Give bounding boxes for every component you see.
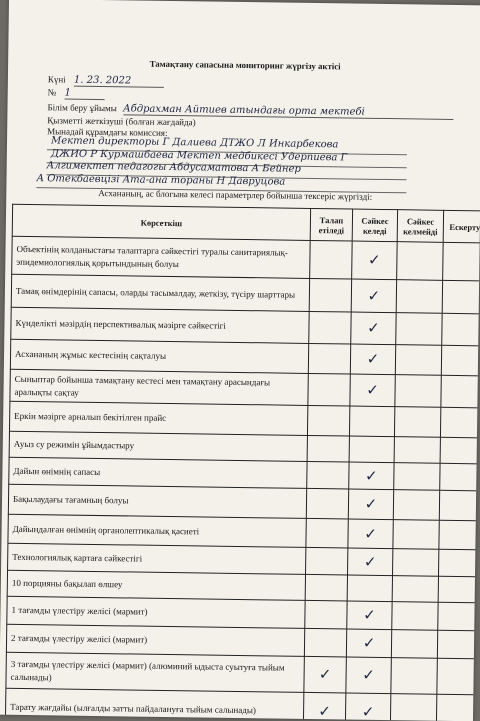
noncompliant-cell bbox=[396, 313, 442, 346]
noncompliant-cell bbox=[394, 463, 440, 491]
compliant-cell bbox=[349, 406, 394, 437]
noncompliant-cell bbox=[397, 242, 444, 281]
indicator-cell: Дайын өнімнің сапасы bbox=[9, 457, 307, 488]
compliant-cell bbox=[349, 436, 394, 463]
commission-member-line: А Отекбаевцізі Ата-ана тораны Н Давруцова bbox=[36, 173, 286, 188]
commission-label: Мынадай құрамдағы комиссия: bbox=[47, 126, 168, 138]
indicator-cell: Еркін мәзірге арналып бекітілген прайс bbox=[9, 401, 307, 435]
compliant-cell: ✓ bbox=[348, 548, 393, 576]
note-cell bbox=[440, 437, 480, 464]
monitoring-table bbox=[5, 204, 480, 721]
required-cell bbox=[310, 240, 353, 279]
noncompliant-cell bbox=[394, 437, 440, 464]
compliant-cell: ✓ bbox=[349, 462, 394, 490]
indicator-cell: Бақылаудағы тағамның болуы bbox=[8, 484, 306, 518]
compliant-cell: ✓ bbox=[351, 312, 396, 345]
note-cell bbox=[441, 375, 480, 408]
indicator-cell: Ауыз су режимін ұйымдастыру bbox=[9, 431, 307, 461]
required-cell bbox=[308, 373, 350, 406]
note-cell bbox=[437, 630, 480, 659]
compliant-cell: ✓ bbox=[345, 693, 391, 721]
compliant-cell: ✓ bbox=[348, 519, 393, 549]
indicator-cell: Тамақ өнімдерінің сапасы, оларды тасымалдау, жеткізу, түсіру шарттары bbox=[11, 274, 309, 311]
required-cell: ✓ bbox=[304, 656, 346, 693]
compliant-cell: ✓ bbox=[350, 344, 395, 375]
noncompliant-cell bbox=[391, 658, 437, 695]
required-cell bbox=[306, 488, 348, 519]
noncompliant-cell bbox=[395, 345, 441, 376]
header-note: Ескерту bbox=[443, 210, 480, 243]
header-noncompliant: Сәйкес келмейді bbox=[397, 210, 443, 243]
table-row bbox=[5, 688, 479, 721]
commission-member-line: Алгимектеп педагогы Абдусаматова А Бейнер bbox=[46, 160, 301, 175]
noncompliant-cell bbox=[393, 549, 439, 577]
required-cell bbox=[307, 461, 349, 489]
compliant-cell: ✓ bbox=[346, 629, 391, 658]
noncompliant-cell bbox=[395, 375, 441, 408]
noncompliant-cell bbox=[394, 407, 440, 438]
commission-member-line: ДЖИО Р Курмашбаева Мектеп медбикесі Удерпиева Г bbox=[50, 148, 348, 164]
number-label: № bbox=[47, 87, 57, 98]
note-cell bbox=[438, 549, 480, 577]
indicator-cell: Тарату жағдайы (ылғалды затты пайдалануға тыйым салынады) bbox=[5, 688, 304, 721]
noncompliant-cell bbox=[392, 602, 438, 631]
required-cell bbox=[309, 278, 351, 312]
required-cell bbox=[309, 311, 351, 344]
compliant-cell bbox=[347, 575, 392, 602]
note-cell bbox=[437, 658, 480, 695]
date-value: 1. 23. 2022 bbox=[74, 75, 164, 88]
date-line bbox=[48, 74, 164, 88]
required-cell bbox=[305, 574, 347, 601]
required-cell: ✓ bbox=[303, 692, 346, 721]
indicator-cell: 10 порцияны бақылап өлшеу bbox=[7, 570, 305, 600]
indicator-cell: 2 тағамды үлестіру желісі (мармит) bbox=[6, 624, 304, 656]
organization-value: Абдрахман Айтиев атындағы орта мектебі bbox=[123, 103, 453, 120]
compliant-cell: ✓ bbox=[352, 241, 398, 280]
indicator-cell: Дайындалған өнімнің органолептикалық қасиеті bbox=[8, 514, 306, 547]
required-cell bbox=[306, 518, 348, 548]
required-cell bbox=[304, 628, 346, 657]
note-cell bbox=[438, 576, 480, 603]
required-cell bbox=[307, 405, 349, 436]
note-cell bbox=[443, 242, 480, 281]
note-cell bbox=[442, 313, 480, 346]
note-cell bbox=[440, 407, 480, 438]
organization-label: Білім беру ұйымы bbox=[47, 102, 117, 114]
note-cell bbox=[440, 463, 480, 491]
supplier-label: Қызметті жеткізуші (болған жағдайда) bbox=[47, 115, 196, 128]
number-value: 1 bbox=[64, 88, 104, 101]
compliant-cell: ✓ bbox=[347, 601, 392, 630]
commission-member-line: Мектеп директоры Г Далиева ДТЖО Л Инкарбекова bbox=[50, 135, 339, 151]
required-cell bbox=[307, 435, 349, 462]
note-cell bbox=[439, 520, 480, 550]
note-cell bbox=[439, 490, 480, 521]
document-title: Тамақтану сапасына мониторинг жүргізу актісі bbox=[149, 58, 341, 72]
note-cell bbox=[441, 345, 480, 376]
noncompliant-cell bbox=[393, 490, 439, 521]
indicator-cell: Технологиялық картаға сәйкестігі bbox=[8, 543, 306, 574]
table-row bbox=[12, 236, 480, 281]
header-compliant: Сәйкес келеді bbox=[352, 209, 397, 242]
required-cell bbox=[306, 547, 348, 575]
compliant-cell: ✓ bbox=[348, 489, 393, 520]
noncompliant-cell bbox=[393, 520, 439, 550]
indicator-cell: Объектінің колданыстағы талаптарга сәйкестігі туралы санитариялық-эпидемиологиялық қорытындының болуы bbox=[12, 236, 311, 278]
number-line bbox=[48, 87, 105, 100]
indicator-cell: Күнделікті мәзірдің перспективалық мәзірге сәйкестігі bbox=[11, 307, 309, 343]
note-cell bbox=[442, 280, 480, 314]
indicator-cell: 1 тағамды үлестіру желісі (мармит) bbox=[7, 596, 305, 628]
compliant-cell: ✓ bbox=[350, 374, 395, 407]
header-required: Талап етіледі bbox=[310, 208, 352, 241]
indicator-cell: Асхананың жұмыс кестесінің сақталуы bbox=[10, 339, 308, 373]
noncompliant-cell bbox=[390, 694, 437, 721]
note-cell bbox=[436, 694, 480, 721]
header-indicator: Көрсеткіш bbox=[12, 204, 310, 240]
required-cell bbox=[305, 600, 347, 629]
note-cell bbox=[438, 602, 480, 631]
required-cell bbox=[308, 343, 350, 374]
date-label: Күні bbox=[47, 74, 66, 85]
noncompliant-cell bbox=[396, 280, 442, 314]
noncompliant-cell bbox=[391, 630, 437, 659]
compliant-cell: ✓ bbox=[351, 279, 396, 313]
indicator-cell: 3 тағамды үлестіру желісі (мармит) (алюминий ыдыста суытуға тыйым салынады) bbox=[6, 652, 304, 692]
noncompliant-cell bbox=[392, 576, 438, 603]
intro-text: Асхананың, ас блогына келесі параметрлер бойынша тексеріс жүргізді: bbox=[98, 187, 373, 202]
supplier-line bbox=[47, 115, 195, 127]
indicator-cell: Сыныптар бойынша тамақтану кестесі мен тамақтану арасындағы аралықты сақтау bbox=[10, 369, 308, 405]
compliant-cell: ✓ bbox=[346, 657, 391, 694]
